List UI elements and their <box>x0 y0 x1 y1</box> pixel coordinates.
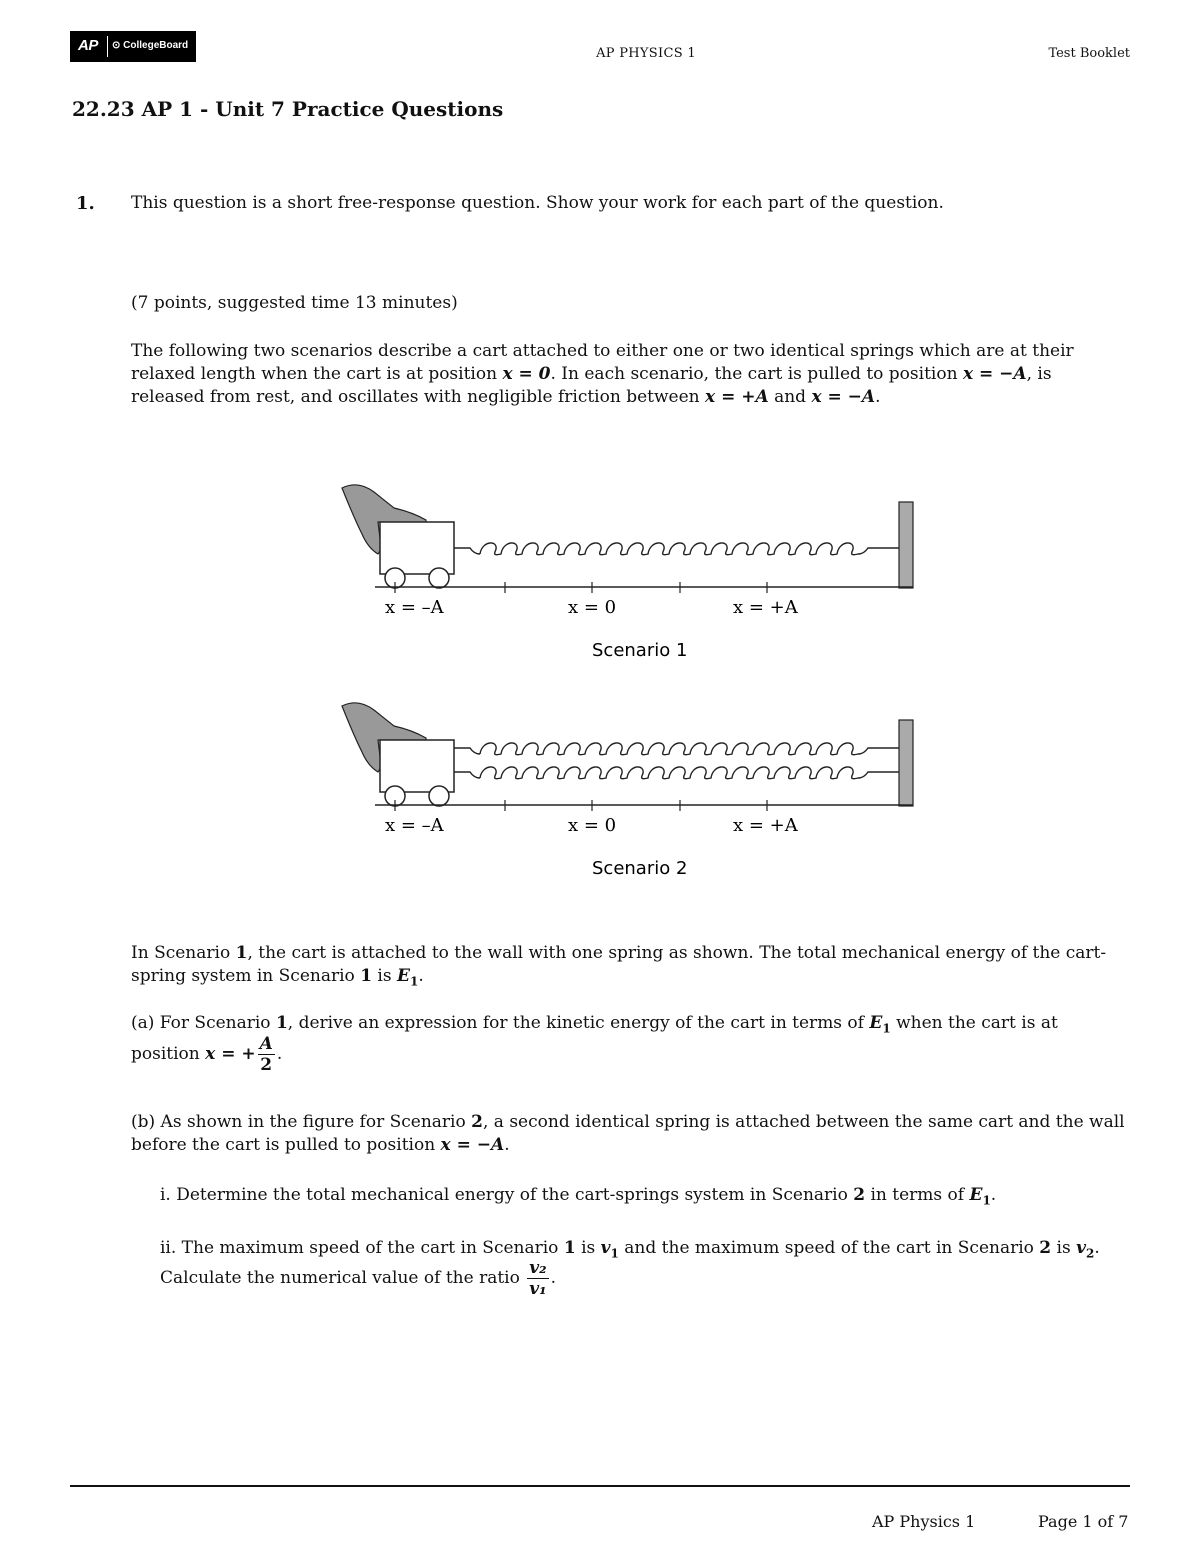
ap-collegeboard-logo: AP ⊙ CollegeBoard <box>70 31 196 62</box>
scenario-2-diagram <box>342 703 913 879</box>
scenario-2-caption: Scenario 2 <box>592 858 688 879</box>
part-b-i: i. Determine the total mechanical energy of the cart-springs system in Scenario 2 in terms of $E_1$. <box>160 1185 997 1208</box>
part-b: (b) As shown in the figure for Scenario 2, a second identical spring is attached between the same cart and the wall before the cart is pulled to position x = −A. <box>131 1112 1125 1155</box>
label-plus-a: x = +A <box>733 815 798 836</box>
header-course: AP PHYSICS 1 <box>596 46 696 61</box>
label-zero: x = 0 <box>568 815 617 836</box>
part-a-position: position x = + $\frac{A}{2}$ . <box>131 1034 283 1075</box>
footer-course: AP Physics 1 <box>872 1512 976 1531</box>
part-b-ii: ii. The maximum speed of the cart in Scenario 1 is $v_1$ and the maximum speed of the cart in Scenario 2 is $v_2$. <box>160 1238 1100 1261</box>
header-booklet: Test Booklet <box>1048 46 1130 61</box>
label-minus-a: x = –A <box>385 815 444 836</box>
fraction-v2-over-v1: $\frac{\text{v₂}}{\text{v₁}}$ <box>529 1258 547 1299</box>
footer-divider <box>70 1485 1130 1487</box>
scenario-1-caption: Scenario 1 <box>592 640 688 661</box>
page-title: 22.23 AP 1 - Unit 7 Practice Questions <box>72 97 504 121</box>
scenario-1-description: In Scenario 1, the cart is attached to the wall with one spring as shown. The total mechanical energy of the cart- spring system in Scenario 1 is $E_1$. <box>131 943 1107 989</box>
fraction-a-over-2: $\frac{A}{2}$ <box>259 1034 273 1075</box>
label-minus-a: x = –A <box>385 597 444 618</box>
label-plus-a: x = +A <box>733 597 798 618</box>
scenario-figure <box>330 478 930 888</box>
question-points: (7 points, suggested time 13 minutes) <box>131 293 458 313</box>
part-b-ii-ratio: Calculate the numerical value of the ratio $\frac{\text{v₂}}{\text{v₁}}$ . <box>160 1258 556 1299</box>
question-intro: This question is a short free-response question. Show your work for each part of the question. <box>131 193 944 213</box>
question-number: 1. <box>76 193 95 214</box>
scenario-1-diagram <box>342 485 913 661</box>
part-a: (a) For Scenario 1, derive an expression for the kinetic energy of the cart in terms of $E_1$ when the cart is at <box>131 1013 1058 1036</box>
question-stem: The following two scenarios describe a cart attached to either one or two identical springs which are at their relaxed length when the cart is at position x = 0. In each scenario, the cart is pulled to position x = −A, is released from rest, and oscillates with negligible friction between x = +A and x = −A. <box>131 341 1074 407</box>
label-zero: x = 0 <box>568 597 617 618</box>
page-number: Page 1 of 7 <box>1038 1512 1129 1531</box>
